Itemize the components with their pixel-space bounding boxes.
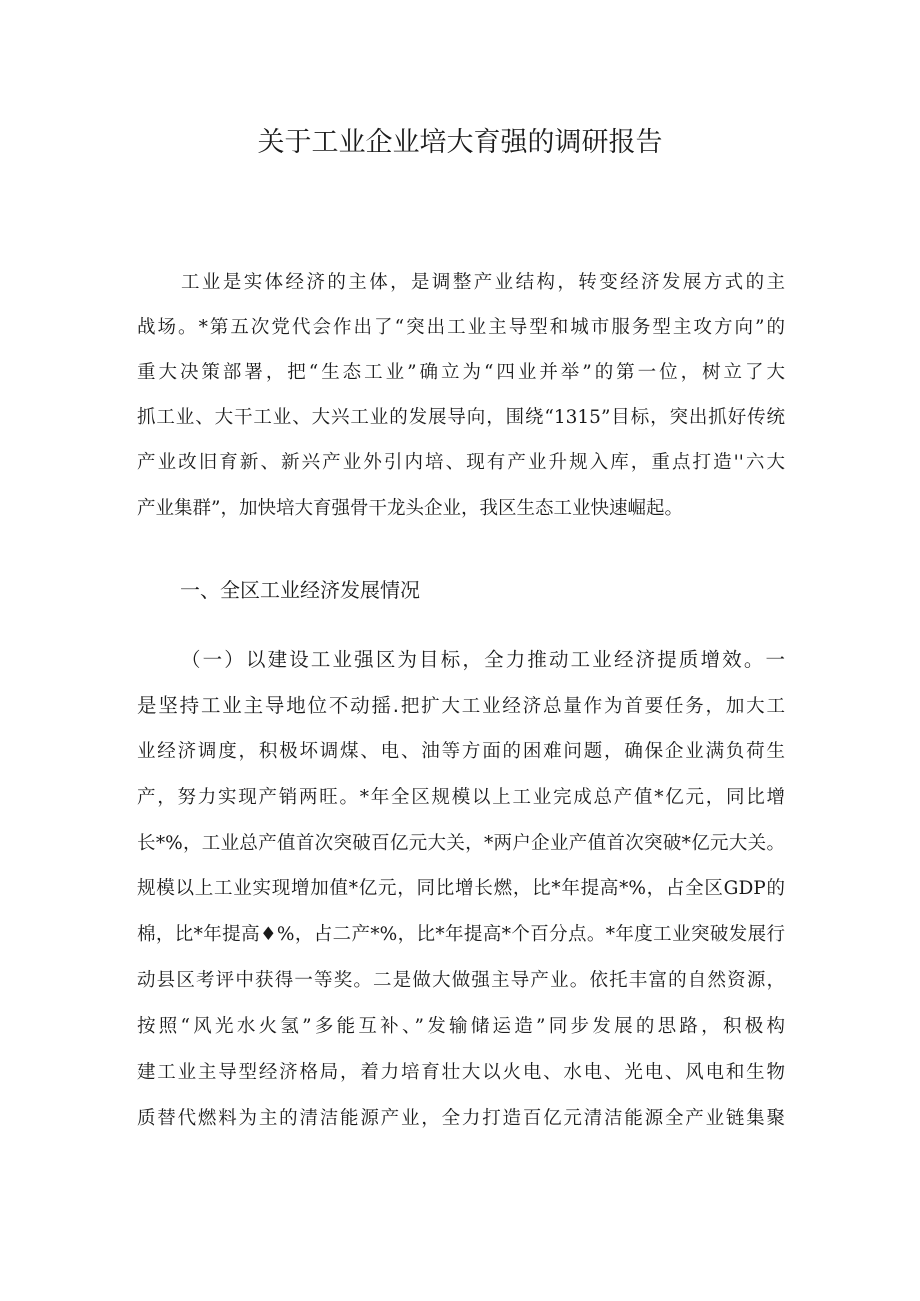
intro-line: 产业改旧育新、新兴产业外引内培、现有产业升规入库，重点打造''六大 [137, 452, 785, 473]
intro-line: 战场。*第五次党代会作出了“突出工业主导型和城市服务型主攻方向”的 [137, 317, 785, 338]
document-title: 关于工业企业培大育强的调研报告 [257, 127, 663, 158]
body-line-rest: 把扩大工业经济总量作为首要任务，加大工 [399, 696, 785, 717]
body-line: 动县区考评中获得一等奖。二是做大做强主导产业。依托丰富的自然资源， [137, 970, 785, 991]
intro-line: 产业集群”，加快培大育强骨干龙头企业，我区生态工业快速崛起。 [137, 498, 683, 519]
body-line: 质替代燃料为主的清洁能源产业，全力打造百亿元清洁能源全产业链集聚 [137, 1108, 785, 1129]
intro-line: 重大决策部署，把“生态工业”确立为“四业并举”的第一位，树立了大 [137, 362, 785, 383]
subsection-heading-line: （一）以建设工业强区为目标，全力推动工业经济提质增效。一 [181, 648, 785, 671]
body-line: 建工业主导型经济格局，着力培育壮大以火电、水电、光电、风电和生物 [137, 1062, 785, 1083]
body-line: 规模以上工业实现增加值*亿元，同比增长燃，比*年提高*%，占全区GDP的 [137, 878, 785, 899]
body-line: 长*%，工业总产值首次突破百亿元大关，*两户企业产值首次突破*亿元大关。 [137, 833, 785, 854]
intro-line: 工业是实体经济的主体，是调整产业结构，转变经济发展方式的主 [181, 272, 785, 293]
body-line: 棉，比*年提高♦%，占二产*%，比*年提高*个百分点。*年度工业突破发展行 [137, 924, 785, 945]
body-line: 按照“风光水火氢”多能互补、”发输储运造”同步发展的思路，积极构 [137, 1016, 785, 1037]
body-line: 业经济调度，积极坏调煤、电、油等方面的困难问题，确保企业满负荷生 [137, 741, 785, 762]
body-line [137, 691, 785, 722]
intro-line: 抓工业、大干工业、大兴工业的发展导向，围绕“1315”目标，突出抓好传统 [137, 407, 785, 428]
body-line: 产，努力实现产销两旺。*年全区规模以上工业完成总产值*亿元，同比增 [137, 787, 785, 808]
section-heading: 一、全区工业经济发展情况 [180, 578, 420, 602]
subsection-lead-text: 是坚持工业主导地位不动摇. [137, 694, 399, 717]
